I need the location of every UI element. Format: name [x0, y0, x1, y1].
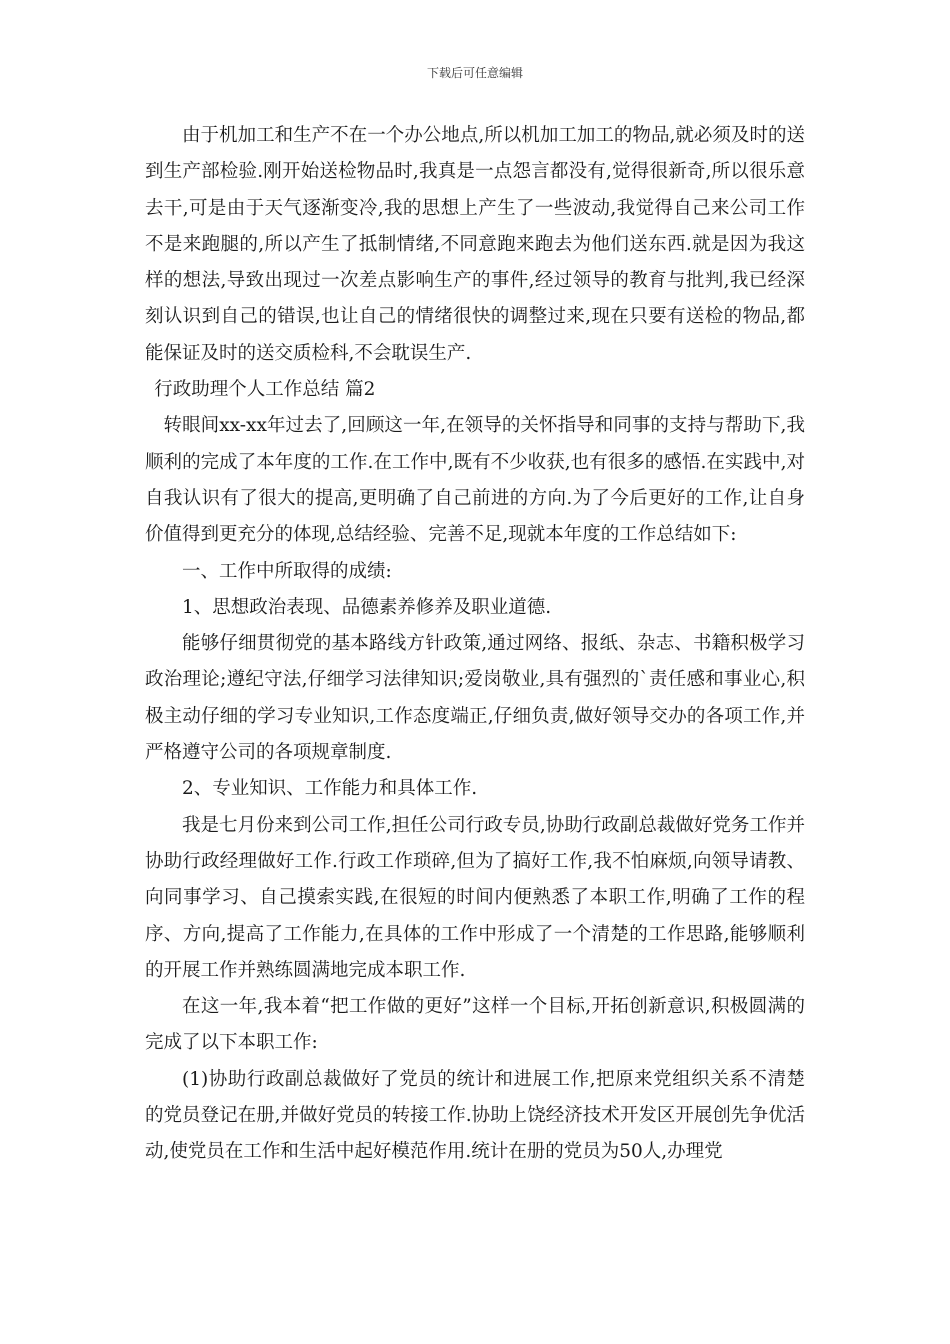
paragraph: 在这一年,我本着“把工作做的更好”这样一个目标,开拓创新意识,积极圆满的完成了以下本职工作: [145, 996, 805, 1054]
paragraph: 由于机加工和生产不在一个办公地点,所以机加工加工的物品,就必须及时的送到生产部检验.刚开始送检物品时,我真是一点怨言都没有,觉得很新奇,所以很乐意去干,可是由于天气逐渐变冷,我的思想上产生了一些波动,我觉得自己来公司工作不是来跑腿的,所以产生了抵制情绪,不同意跑来跑去为他们送东西.就是因为我这样的想法,导致出现过一次差点影响生产的事件,经过领导的教育与批判,我已经深刻认识到自己的错误,也让自己的情绪很快的调整过来,现在只要有送检的物品,都能保证及时的送交质检科,不会耽误生产. [145, 125, 805, 364]
page-header: 下载后可任意编辑 [426, 66, 523, 80]
paragraph: 我是七月份来到公司工作,担任公司行政专员,协助行政副总裁做好党务工作并协助行政经理做好工作.行政工作琐碎,但为了搞好工作,我不怕麻烦,向领导请教、向同事学习、自己摸索实践,在很短的时间内便熟悉了本职工作,明确了工作的程序、方向,提高了工作能力,在具体的工作中形成了一个清楚的工作思路,能够顺利的开展工作并熟练圆满地完成本职工作. [145, 814, 805, 981]
section-heading: 行政助理个人工作总结 篇2 [154, 379, 376, 401]
paragraph: (1)协助行政副总裁做好了党员的统计和进展工作,把原来党组织关系不清楚的党员登记在册,并做好党员的转接工作.协助上饶经济技术开发区开展创先争优活动,使党员在工作和生活中起好模范作用.统计在册的党员为50人,办理党 [145, 1068, 805, 1163]
paragraph: 能够仔细贯彻党的基本路线方针政策,通过网络、报纸、杂志、书籍积极学习政治理论;遵纪守法,仔细学习法律知识;爱岗敬业,具有强烈的`责任感和事业心,积极主动仔细的学习专业知识,工作态度端正,仔细负责,做好领导交办的各项工作,并严格遵守公司的各项规章制度. [145, 633, 805, 764]
subheading: 2、专业知识、工作能力和具体工作. [182, 778, 478, 800]
paragraph: 转眼间xx-xx年过去了,回顾这一年,在领导的关怀指导和同事的支持与帮助下,我顺利的完成了本年度的工作.在工作中,既有不少收获,也有很多的感悟.在实践中,对自我认识有了很大的提高,更明确了自己前进的方向.为了今后更好的工作,让自身价值得到更充分的体现,总结经验、完善不足,现就本年度的工作总结如下: [145, 415, 805, 546]
subheading: 一、工作中所取得的成绩: [182, 560, 392, 582]
subheading: 1、思想政治表现、品德素养修养及职业道德. [182, 596, 552, 618]
document-body [145, 118, 805, 1171]
